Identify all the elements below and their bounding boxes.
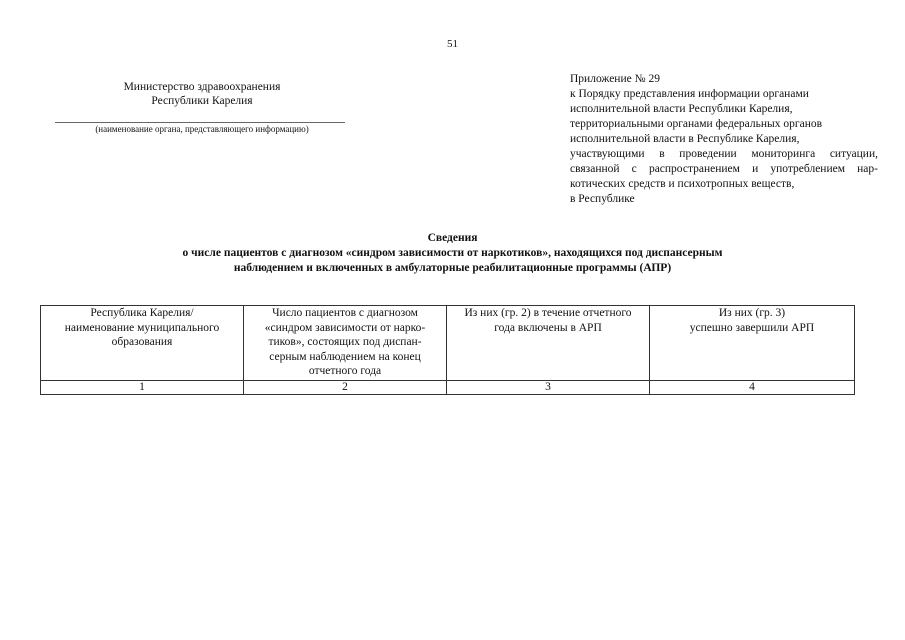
appendix-line: в Республике xyxy=(570,193,635,205)
table-header-row xyxy=(41,306,855,381)
organization-name-line-2: Республики Карелия xyxy=(151,95,253,107)
organization-underline xyxy=(55,122,345,123)
appendix-line: связанной с распространением и употреблением нар- xyxy=(570,163,878,175)
title-line: наблюдением и включенных в амбулаторные реабилитационные программы (АПР) xyxy=(233,262,672,274)
column-number: 1 xyxy=(41,381,244,395)
appendix-line: котических средств и психотропных веществ, xyxy=(570,178,795,190)
column-number: 3 xyxy=(447,381,650,395)
organization-name-line-1: Министерство здравоохранения xyxy=(123,81,281,93)
page-number: 51 xyxy=(447,38,458,50)
header-municipality: Республика Карелия/ наименование муниципального образования xyxy=(41,306,244,381)
appendix-line: Приложение № 29 xyxy=(570,73,660,85)
appendix-line: участвующими в проведении мониторинга ситуации, xyxy=(570,148,878,160)
header-completed-arp: Из них (гр. 3) успешно завершили АРП xyxy=(650,306,855,381)
appendix-line: исполнительной власти в Республике Карелия, xyxy=(570,133,800,145)
report-table xyxy=(40,305,855,395)
header-included-in-arp: Из них (гр. 2) в течение отчетного года включены в АРП xyxy=(447,306,650,381)
column-number: 2 xyxy=(244,381,447,395)
organization-caption: (наименование органа, представляющего информацию) xyxy=(95,124,309,134)
reporting-organization xyxy=(52,80,352,108)
header-patients-count: Число пациентов с диагнозом «синдром зависимости от нарко- тиков», состоящих под диспан- серным наблюдением на конец отчетного года xyxy=(244,306,447,381)
title-line: о числе пациентов с диагнозом «синдром зависимости от наркотиков», находящихся под диспансерным xyxy=(182,247,723,259)
appendix-line: территориальными органами федеральных органов xyxy=(570,118,823,130)
column-number-row xyxy=(41,381,855,395)
appendix-line: к Порядку представления информации органами xyxy=(570,88,809,100)
column-number: 4 xyxy=(650,381,855,395)
appendix-line: исполнительной власти Республики Карелия, xyxy=(570,103,793,115)
document-title xyxy=(0,231,905,276)
appendix-reference xyxy=(570,72,878,207)
title-heading: Сведения xyxy=(427,232,478,244)
